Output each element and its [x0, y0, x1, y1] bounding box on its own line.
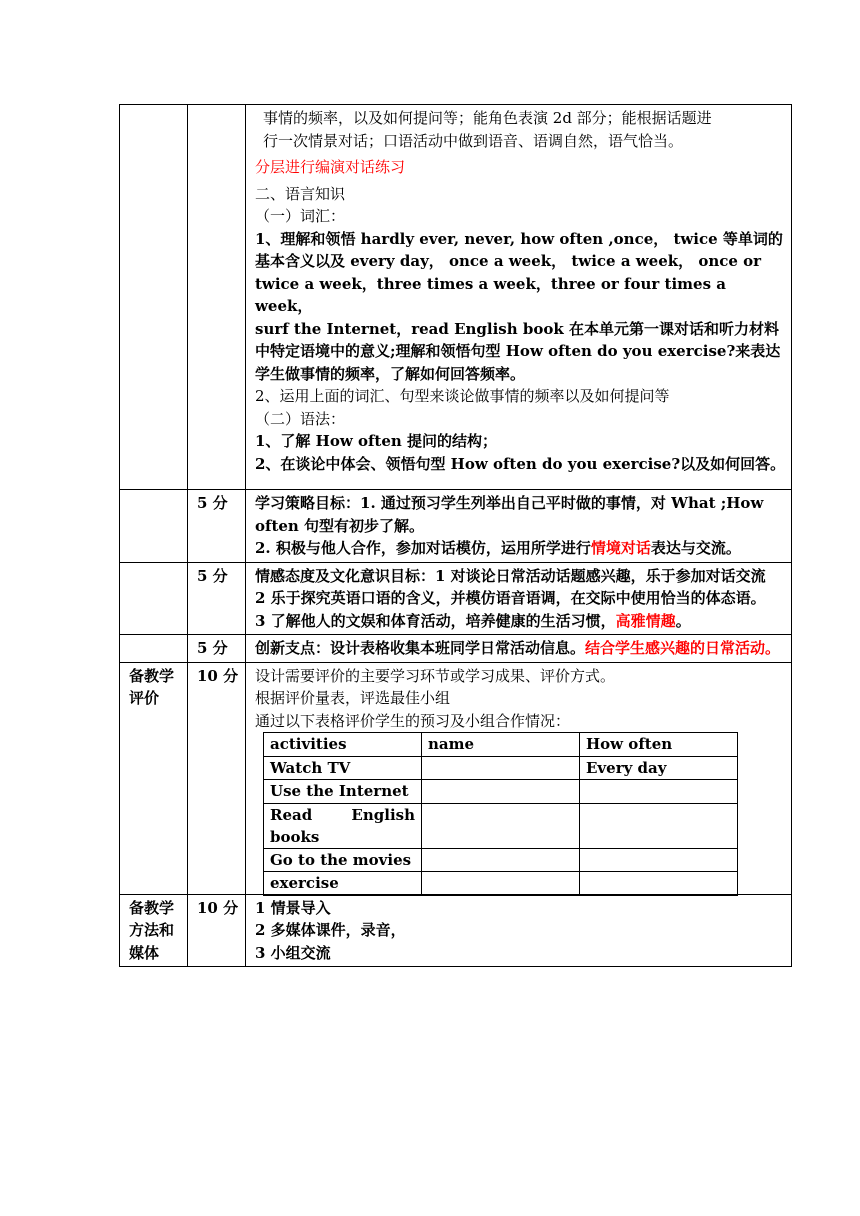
- table-header-row: [264, 733, 738, 757]
- content-cell: [246, 662, 792, 894]
- table-cell: Read English books: [264, 803, 422, 848]
- table-cell: [422, 803, 580, 848]
- table-row: [120, 105, 792, 490]
- table-row: [264, 803, 738, 848]
- column-header: name: [422, 733, 580, 757]
- table-row: [120, 894, 792, 967]
- strategy-goal: [255, 537, 786, 560]
- table-row: [264, 848, 738, 872]
- text-line: 事情的频率，以及如何提问等；能角色表演 2d 部分；能根据话题进: [263, 109, 712, 127]
- text-fragment: 表达与交流。: [650, 539, 741, 557]
- highlight-text: 高雅情趣: [615, 611, 676, 630]
- subsection-heading: （一）词汇：: [255, 207, 346, 225]
- table-row: [120, 662, 792, 894]
- score-cell: 5 分: [188, 490, 246, 563]
- table-cell: [422, 780, 580, 804]
- subsection-heading: （二）语法：: [255, 409, 346, 428]
- column-header: activities: [264, 733, 422, 757]
- text-line: 2、运用上面的词汇、句型来谈论做事情的频率以及如何提问等: [255, 387, 670, 405]
- highlight-text: 结合学生感兴趣的日常活动。: [585, 639, 781, 657]
- category-cell: [120, 635, 188, 663]
- table-cell: Every day: [580, 756, 738, 780]
- highlight-text: 情境对话: [590, 539, 651, 557]
- text-line: 2 多媒体课件，录音，: [255, 921, 406, 939]
- text-line: 3 小组交流: [255, 943, 331, 962]
- table-row: [264, 756, 738, 780]
- table-row: [264, 872, 738, 896]
- category-cell: [120, 490, 188, 563]
- content-cell: [246, 490, 792, 563]
- table-row: [120, 635, 792, 663]
- affective-goal: 情感态度及文化意识目标：1 对谈论日常活动话题感兴趣，乐于参加对话交流: [255, 566, 766, 585]
- score-cell: 5 分: [188, 562, 246, 635]
- grammar-line: 2、在谈论中体会、领悟句型 How often do you exercise?以及如何回答。: [255, 454, 786, 473]
- table-row: [120, 562, 792, 635]
- category-cell: [120, 562, 188, 635]
- section-heading: 二、语言知识: [255, 184, 346, 203]
- text-fragment: 创新支点：设计表格收集本班同学日常活动信息。: [255, 639, 586, 657]
- table-cell: [422, 756, 580, 780]
- vocabulary-paragraph: 1、理解和领悟 hardly ever, never, how often ,once， twice 等单词的基本含义以及 every day， once a week， twice a week， once or twice a week，three times a week，three or four times a week，: [255, 229, 783, 315]
- evaluation-table: [263, 732, 738, 896]
- lesson-plan-table: [119, 104, 792, 967]
- content-cell: [246, 562, 792, 635]
- table-cell: [580, 803, 738, 848]
- text-line: 设计需要评价的主要学习环节或学习成果、评价方式。: [255, 666, 616, 685]
- grammar-line: 1、了解 How often 提问的结构；: [255, 432, 498, 450]
- affective-goal: 2 乐于探究英语口语的含义，并模仿语音语调，在交际中使用恰当的体态语。: [255, 589, 766, 607]
- text-line: 1 情景导入: [255, 898, 331, 917]
- score-cell: [188, 105, 246, 490]
- text-line: 根据评价量表，评选最佳小组: [255, 689, 451, 707]
- text-line: 行一次情景对话；口语活动中做到语音、语调自然，语气恰当。: [263, 131, 684, 150]
- table-cell: [422, 872, 580, 896]
- column-header: How often: [580, 733, 738, 757]
- table-cell: [422, 848, 580, 872]
- text-fragment: 。: [675, 611, 691, 630]
- table-cell: [580, 848, 738, 872]
- text-fragment: 2. 积极与他人合作，参加对话模仿，运用所学进行: [255, 539, 591, 557]
- table-row: [264, 780, 738, 804]
- table-cell: [580, 872, 738, 896]
- category-cell: 备教学评价: [120, 662, 188, 894]
- table-row: [120, 490, 792, 563]
- content-cell: [246, 894, 792, 967]
- table-cell: Watch TV: [264, 756, 422, 780]
- vocabulary-paragraph: surf the Internet，read English book 在本单元第一课对话和听力材料中特定语境中的意义;理解和领悟句型 How often do you exercise?来表达学生做事情的频率，了解如何回答频率。: [255, 319, 781, 383]
- text-fragment: 3 了解他人的文娱和体育活动，培养健康的生活习惯，: [255, 611, 616, 630]
- score-cell: 10 分: [188, 894, 246, 967]
- table-cell: exercise: [264, 872, 422, 896]
- content-cell: [246, 635, 792, 663]
- table-cell: Go to the movies: [264, 848, 422, 872]
- score-cell: 5 分: [188, 635, 246, 663]
- text-line: 通过以下表格评价学生的预习及小组合作情况：: [255, 711, 571, 730]
- table-cell: [580, 780, 738, 804]
- table-cell: Use the Internet: [264, 780, 422, 804]
- score-cell: 10 分: [188, 662, 246, 894]
- affective-goal: [255, 610, 786, 633]
- content-cell: [246, 105, 792, 490]
- category-cell: [120, 105, 188, 490]
- innovation-point: [255, 637, 786, 660]
- red-heading: 分层进行编演对话练习: [255, 158, 406, 176]
- category-cell: 备教学方法和媒体: [120, 894, 188, 967]
- strategy-goal: 学习策略目标：1. 通过预习学生列举出自己平时做的事情，对 What ;How often 句型有初步了解。: [255, 494, 764, 535]
